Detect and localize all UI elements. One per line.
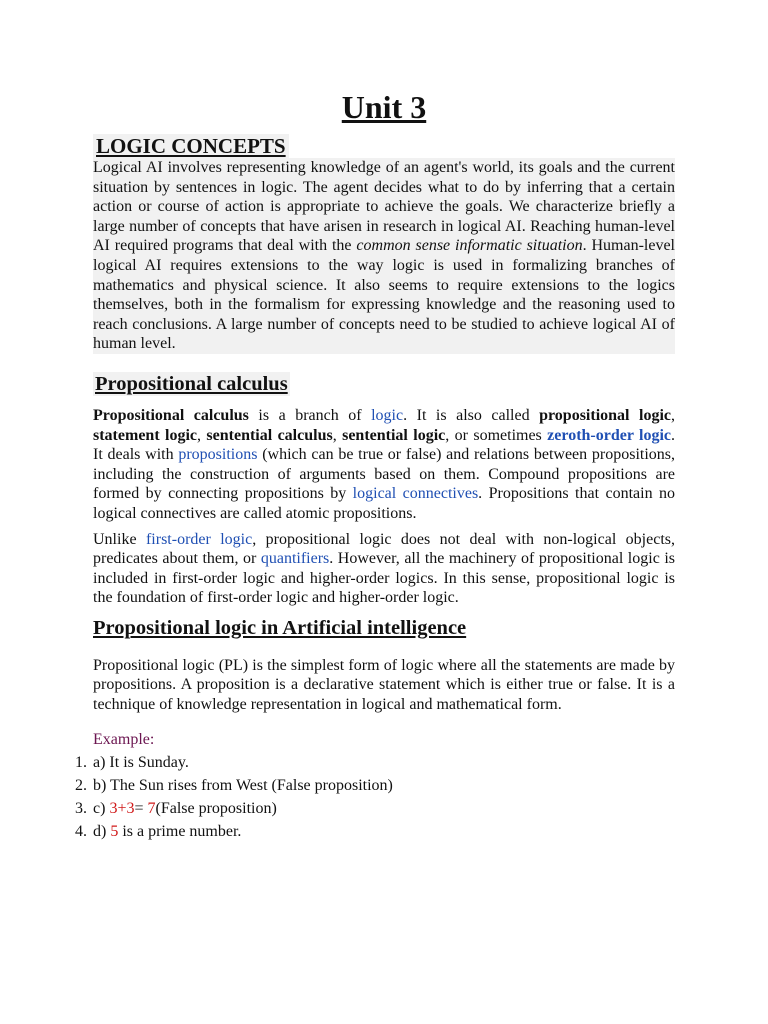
unit-title: Unit 3	[341, 89, 427, 125]
text-run: Unlike	[93, 530, 146, 548]
logic-concepts-paragraph	[93, 158, 675, 354]
propositional-logic-ai-heading: Propositional logic in Artificial intelligence	[93, 616, 467, 639]
list-item	[75, 774, 675, 797]
text-run: ,	[332, 426, 343, 444]
text-run: . It is also called	[403, 406, 540, 424]
list-text: (False proposition)	[155, 799, 277, 817]
text-run: ,	[197, 426, 207, 444]
text-run: ,	[671, 406, 675, 424]
list-number: 2.	[75, 776, 87, 794]
list-item	[75, 751, 675, 774]
red-number: 7	[147, 799, 156, 817]
list-text: c)	[93, 799, 110, 817]
text-run: Logical AI involves representing knowledge of an agent's world, its goals and the current situation by sentences in logic. The agent decides what to do by inferring that a certain action or course of action is appropriate to achieve the goals. We characterize briefly a large number of concepts that have arisen in research in logical AI. Reaching human-level AI required programs that deal with the	[93, 159, 675, 255]
propositional-calculus-section	[93, 372, 675, 608]
text-run: is a branch of	[248, 406, 372, 424]
list-number: 3.	[75, 799, 87, 817]
list-number: 1.	[75, 753, 87, 771]
propositional-calculus-heading: Propositional calculus	[95, 372, 288, 395]
bold-term: Propositional calculus	[93, 406, 249, 424]
link-quantifiers[interactable]: quantifiers	[260, 550, 330, 568]
bold-term: statement logic	[93, 426, 198, 444]
link-propositions[interactable]: propositions	[178, 446, 258, 464]
logic-concepts-section	[93, 134, 675, 354]
propositional-logic-ai-section	[75, 616, 675, 843]
list-item	[75, 797, 675, 820]
example-list	[75, 751, 675, 843]
red-number: 5	[110, 822, 119, 840]
link-zeroth-order-logic[interactable]: zeroth-order logic	[547, 426, 672, 444]
logic-concepts-heading: LOGIC CONCEPTS	[93, 134, 289, 158]
text-run: . It deals with	[93, 426, 676, 464]
list-number: 4.	[75, 822, 87, 840]
list-text: is a prime number.	[118, 822, 242, 840]
text-run: , propositional logic does not deal with non-logical objects, predicates about them, or	[93, 530, 676, 568]
example-label: Example:	[93, 730, 155, 748]
text-run: . Propositions that contain no logical connectives are called atomic propositions.	[93, 485, 675, 522]
bold-term: sentential logic	[342, 426, 446, 444]
italic-phrase: common sense informatic situation	[356, 237, 583, 255]
list-text: d)	[93, 822, 111, 840]
list-item	[75, 820, 675, 843]
propositional-calculus-paragraph-1	[93, 406, 675, 524]
text-run: . Human-level logical AI requires extensions to the way logic is used in formalizing branches of mathematics and physical science. It also seems to require extensions to the logics themselves, both in the formalism for expressing knowledge and the reasoning used to reach conclusions. A large number of concepts need to be studied to achieve logical AI of human level.	[93, 237, 675, 353]
document-page	[75, 86, 676, 843]
list-text: b) The Sun rises from West (False proposition)	[93, 776, 393, 794]
link-first-order-logic[interactable]: first-order logic	[145, 530, 253, 548]
list-text: =	[134, 799, 148, 817]
text-run: . However, all the machinery of propositional logic is included in first-order logic and higher-order logics. In this sense, propositional logic is the foundation of first-order logic and higher-order logic.	[93, 550, 675, 607]
propositional-logic-ai-paragraph: Propositional logic (PL) is the simplest form of logic where all the statements are made by propositions. A proposition is a declarative statement which is either true or false. It is a technique of knowledge representation in logical and mathematical form.	[93, 656, 675, 714]
red-number: 3+3	[109, 799, 135, 817]
text-run: , or sometimes	[445, 426, 548, 444]
list-text: a) It is Sunday.	[93, 753, 189, 771]
bold-term: sentential calculus	[206, 426, 333, 444]
link-logic[interactable]: logic	[371, 406, 404, 424]
text-run: (which can be true or false) and relations between propositions, including the construction of arguments based on them. Compound propositions are formed by connecting propositions by	[93, 446, 676, 503]
link-logical-connectives[interactable]: logical connectives	[352, 485, 479, 503]
propositional-calculus-paragraph-2	[93, 530, 675, 608]
bold-term: propositional logic	[539, 406, 671, 424]
